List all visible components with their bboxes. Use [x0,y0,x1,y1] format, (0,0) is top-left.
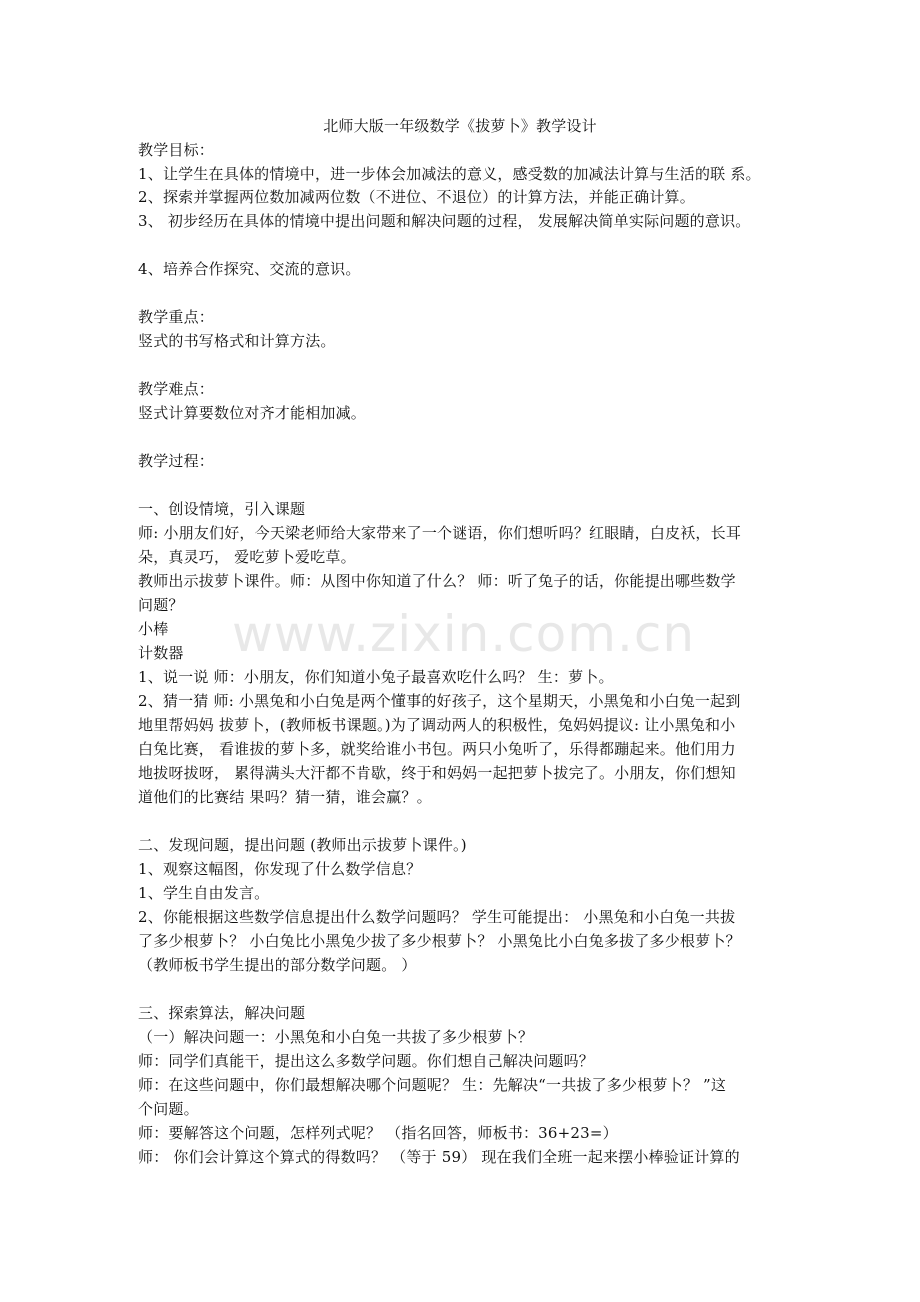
text-line: 1、观察这幅图，你发现了什么数学信息？ [138,860,422,878]
text-line: 一、创设情境，引入课题 [138,500,306,518]
text-line: 1、说一说 师：小朋友，你们知道小兔子最喜欢吃什么吗？ 生：萝卜。 [138,668,614,686]
text-line: 朵，真灵巧， 爱吃萝卜爱吃草。 [138,548,356,566]
text-line: 地里帮妈妈 拔萝卜，(教师板书课题。)为了调动两人的积极性，兔妈妈提议: 让小黑兔和小 [138,716,736,734]
text-line: 师：在这些问题中，你们最想解决哪个问题呢？ 生：先解决“一共拔了多少根萝卜？ ”这 [138,1076,727,1094]
text-line: 道他们的比赛结 果吗？猜一猜，谁会赢？。 [138,788,432,806]
text-line: 计数器 [138,644,184,662]
text-line: 师: 小朋友们好，今天梁老师给大家带来了一个谜语，你们想听吗？红眼睛，白皮袄，长耳 [138,524,742,542]
text-line: 个问题。 [138,1100,199,1118]
text-line: 教师出示拔萝卜课件。师：从图中你知道了什么？ 师：听了兔子的话，你能提出哪些数学 [138,572,736,590]
text-line: 竖式的书写格式和计算方法。 [138,332,336,350]
text-line: 师：同学们真能干，提出这么多数学问题。你们想自己解决问题吗？ [138,1052,595,1070]
document-title: 北师大版一年级数学《拔萝卜》教学设计 [323,117,597,135]
text-line: 教学重点： [138,308,215,326]
text-line: 教学过程： [138,452,215,470]
text-line: 4、培养合作探究、交流的意识。 [138,260,361,278]
text-line: 2、猜一猜 师: 小黑兔和小白兔是两个懂事的好孩子，这个星期天，小黑兔和小白兔一起到 [138,692,741,710]
text-line: 3、 初步经历在具体的情境中提出问题和解决问题的过程， 发展解决简单实际问题的意识。 [138,212,751,230]
text-line: 了多少根萝卜？ 小白兔比小黑兔少拔了多少根萝卜？ 小黑兔比小白兔多拔了多少根萝卜？ [138,932,741,950]
text-line: 小棒 [138,620,169,638]
watermark: www.zixin.com.cn [232,605,696,663]
text-line: 教学目标： [138,141,215,159]
text-line: 教学难点： [138,380,215,398]
text-line: 三、探索算法，解决问题 [138,1004,306,1022]
text-line: 地拔呀拔呀， 累得满头大汗都不肯歇，终于和妈妈一起把萝卜拔完了。小朋友，你们想知 [138,764,736,782]
text-line: 2、探索并掌握两位数加减两位数（不进位、不退位）的计算方法，并能正确计算。 [138,188,695,206]
text-line: 1、让学生在具体的情境中，进一步体会加减法的意义，感受数的加减法计算与生活的联 系。 [138,165,761,183]
text-line: （一）解决问题一：小黑兔和小白兔一共拔了多少根萝卜？ [138,1028,534,1046]
text-line: 师：要解答这个问题，怎样列式呢？ （指名回答，师板书：36+23=） [138,1124,618,1142]
text-line: 2、你能根据这些数学信息提出什么数学问题吗？ 学生可能提出： 小黑兔和小白兔一共拔 [138,908,736,926]
text-line: 白兔比赛， 看谁拔的萝卜多，就奖给谁小书包。两只小兔听了，乐得都蹦起来。他们用力 [138,740,736,758]
text-line: 竖式计算要数位对齐才能相加减。 [138,404,367,422]
text-line: 师： 你们会计算这个算式的得数吗？ （等于 59） 现在我们全班一起来摆小棒验证计算的 [138,1148,740,1166]
text-line: 问题？ [138,596,184,614]
text-line: 1、学生自由发言。 [138,884,270,902]
text-line: （教师板书学生提出的部分数学问题。 ） [138,956,417,974]
text-line: 二、发现问题，提出问题 (教师出示拔萝卜课件。) [138,836,467,854]
